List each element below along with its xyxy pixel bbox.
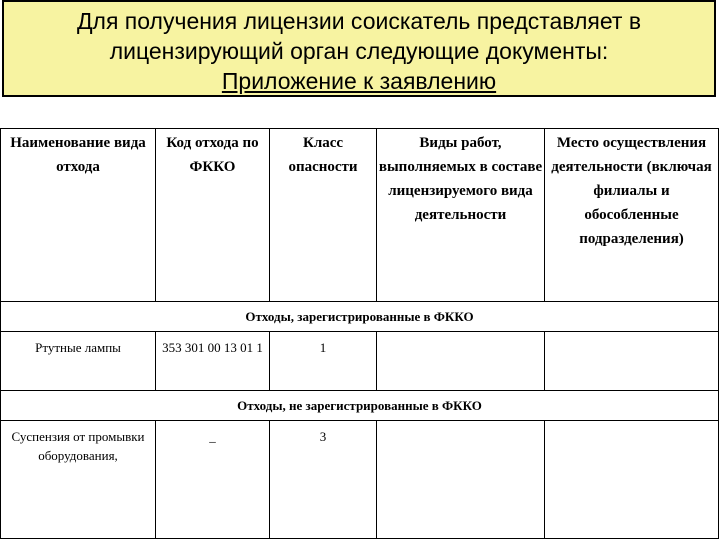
header-waste-code: Код отхода по ФККО [156,129,270,302]
cell-work-types [377,421,545,539]
section-label-registered: Отходы, зарегистрированные в ФККО [1,302,719,332]
section-label-unregistered: Отходы, не зарегистрированные в ФККО [1,391,719,421]
section-row-unregistered [1,391,719,421]
header-waste-name: Наименование вида отхода [1,129,156,302]
table-row [1,332,719,391]
cell-waste-code: _ [156,421,270,539]
header-hazard-class: Класс опасности [270,129,377,302]
cell-activity-place [545,421,719,539]
documents-table [0,128,719,539]
header-activity-place: Место осуществления деятельности (включая филиалы и обособленные подразделения) [545,129,719,302]
header-work-types: Виды работ, выполняемых в составе лицензируемого вида деятельности [377,129,545,302]
cell-waste-name: Суспензия от промывки оборудования, [1,421,156,539]
cell-activity-place [545,332,719,391]
banner-line-2: лицензирующий орган следующие документы: [109,38,609,64]
title-banner [2,0,716,97]
banner-line-1: Для получения лицензии соискатель представляет в [76,8,642,34]
cell-waste-name: Ртутные лампы [1,332,156,391]
cell-work-types [377,332,545,391]
section-row-registered [1,302,719,332]
cell-waste-code: 353 301 00 13 01 1 [156,332,270,391]
table-header-row [1,129,719,302]
cell-hazard-class: 1 [270,332,377,391]
table-row [1,421,719,539]
banner-subtitle: Приложение к заявлению [221,68,497,94]
cell-hazard-class: 3 [270,421,377,539]
